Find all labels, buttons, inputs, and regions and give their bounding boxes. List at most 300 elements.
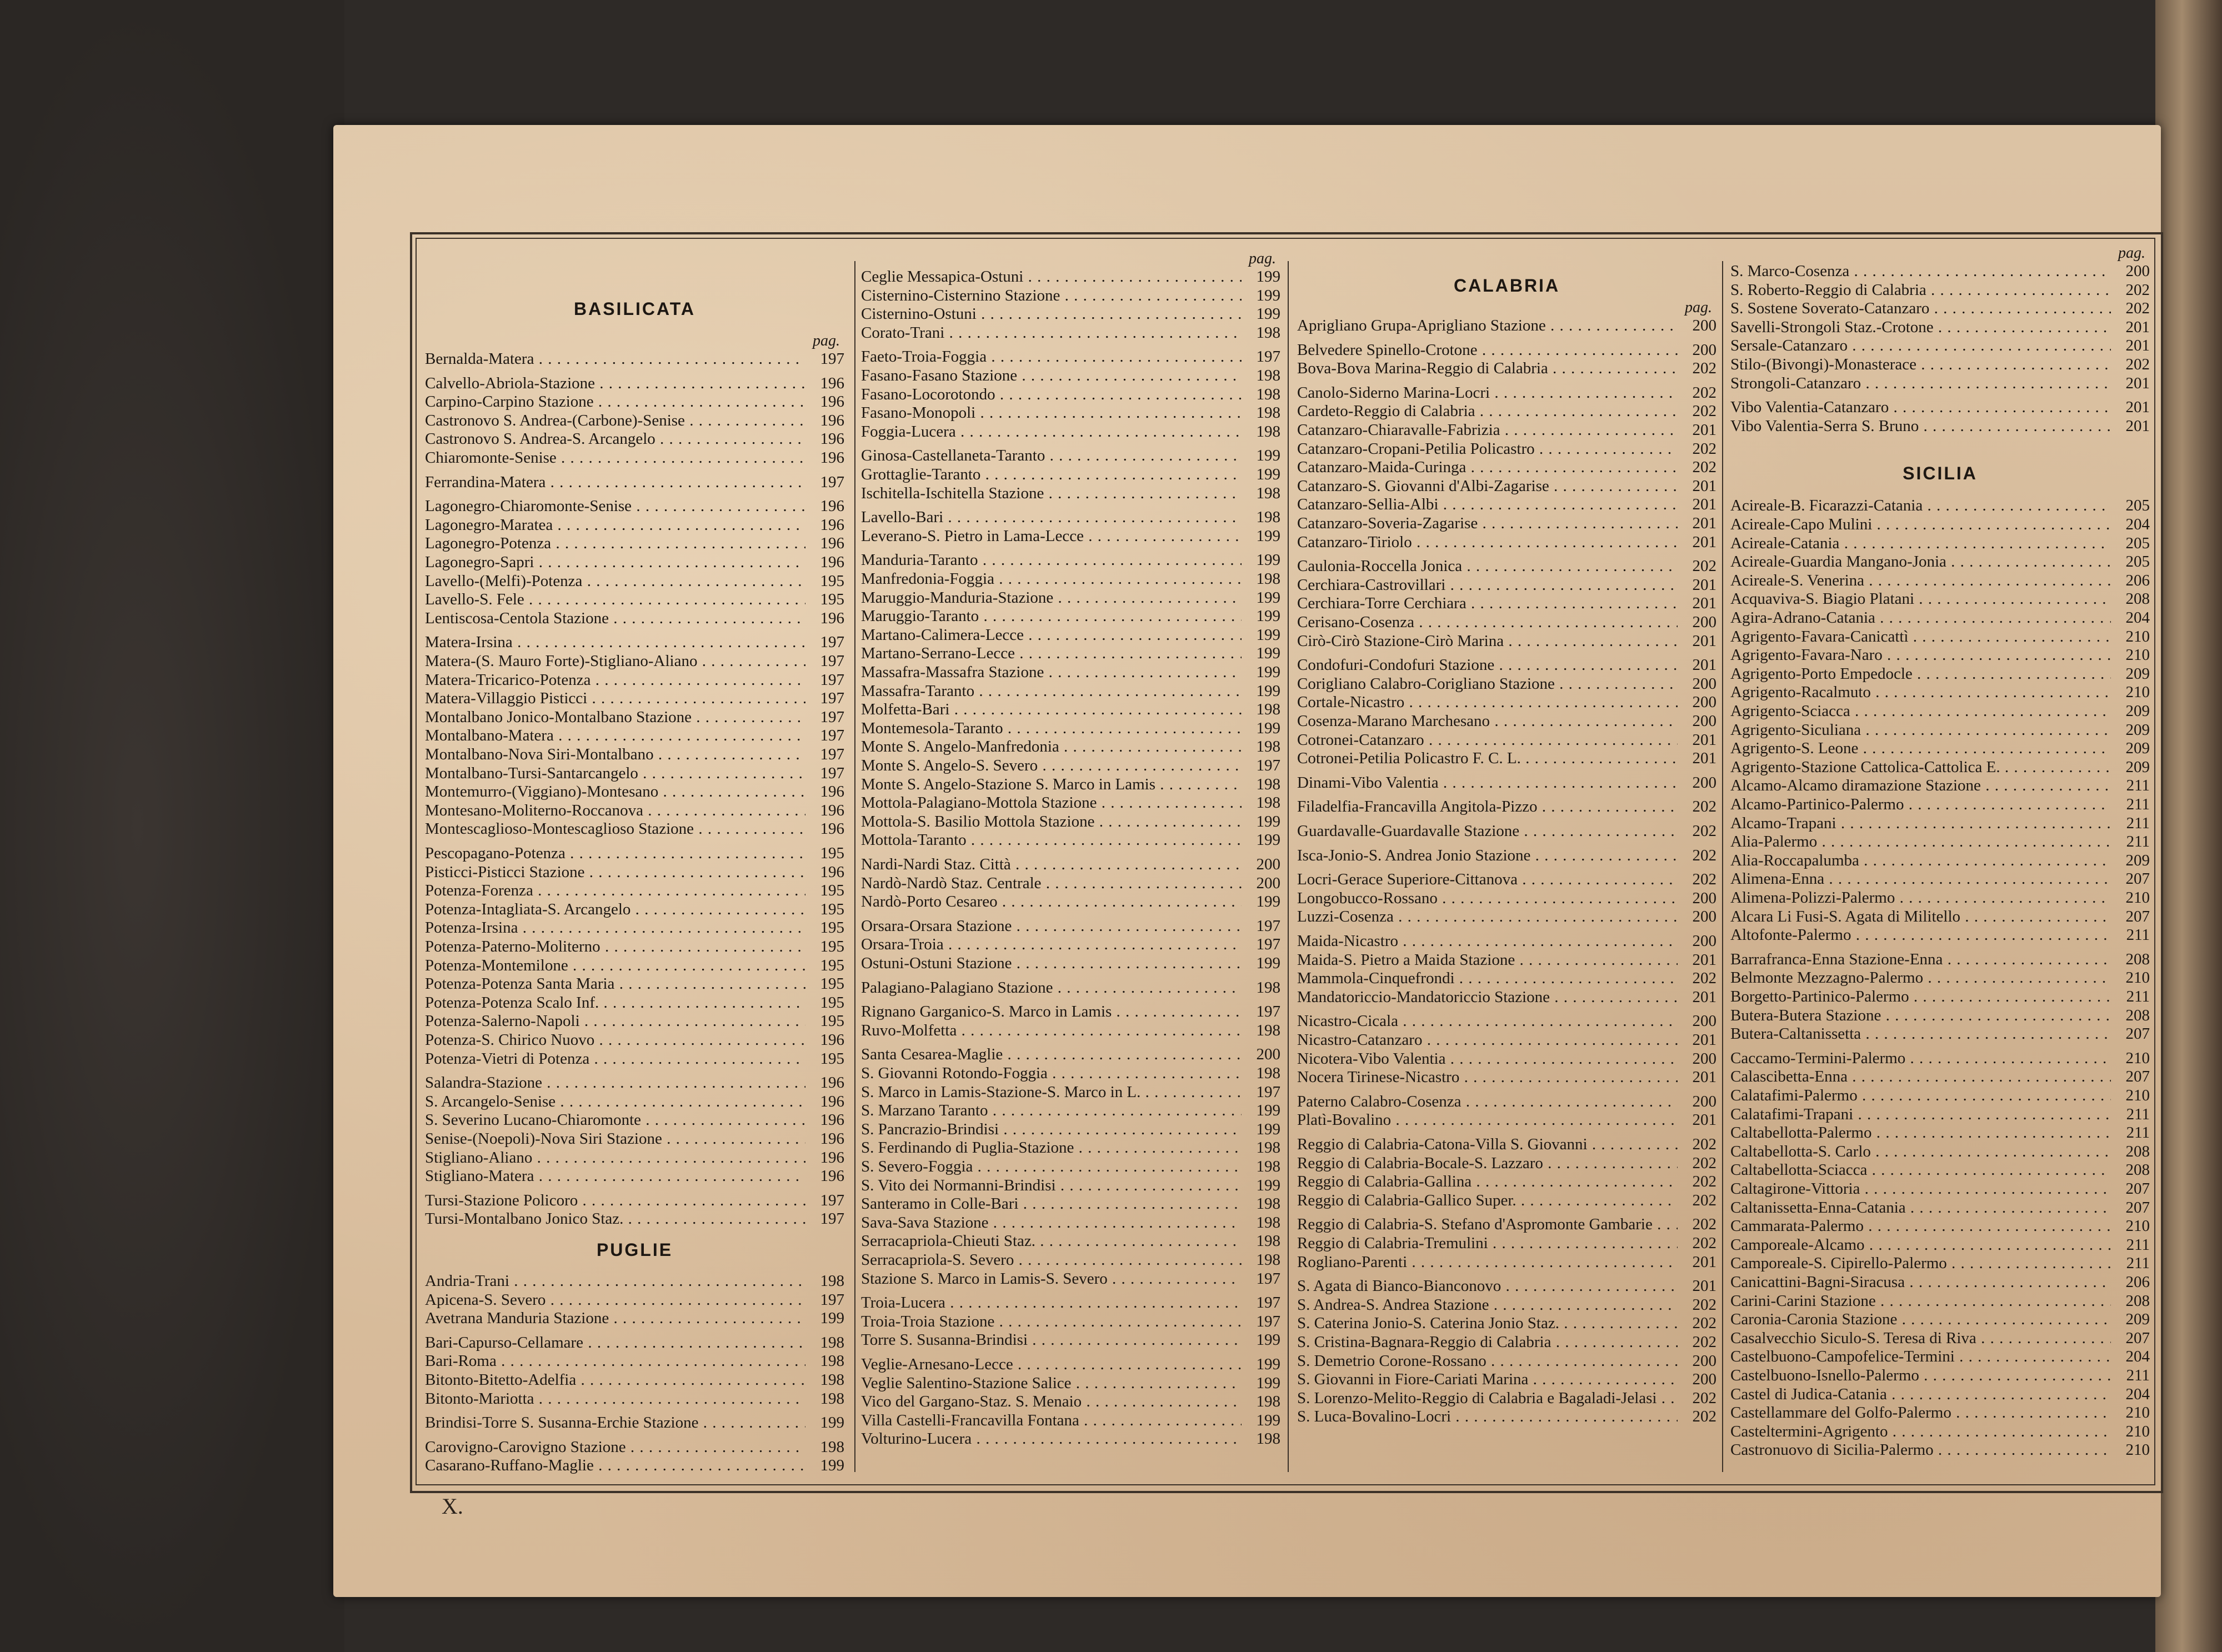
- entry-page: 198: [1256, 1139, 1280, 1157]
- entry-name: Camporeale-Alcamo . . .: [1730, 1236, 2111, 1254]
- entry-name: Grottaglie-Taranto . . .: [861, 465, 1242, 484]
- entry-page: 199: [820, 1414, 844, 1432]
- index-entry: [1730, 833, 2150, 851]
- entry-page: 195: [820, 572, 844, 590]
- index-entry: [1730, 318, 2150, 337]
- entry-page: 198: [820, 1333, 844, 1351]
- entry-page: 204: [2125, 609, 2150, 627]
- entry-name: Potenza-Intagliata-S. Arcangelo . . .: [425, 900, 805, 919]
- entry-page: 200: [2125, 262, 2150, 280]
- entry-name: Casarano-Ruffano-Maglie . . .: [425, 1456, 805, 1475]
- index-entry: [1730, 1087, 2150, 1105]
- index-entry: [1297, 1389, 1716, 1408]
- entry-name: Mammola-Cinquefrondi . . .: [1297, 969, 1678, 988]
- entry-page: 196: [820, 1130, 844, 1148]
- entry-page: 197: [820, 350, 844, 368]
- entry-name: Potenza-S. Chirico Nuovo . . .: [425, 1031, 805, 1049]
- index-entry: [1297, 774, 1716, 792]
- index-entry: [1730, 739, 2150, 758]
- entry-page: 211: [2126, 1105, 2150, 1123]
- entry-page: 199: [1256, 954, 1280, 972]
- entry-page: 201: [1692, 533, 1716, 551]
- entry-name: S. Demetrio Corone-Rossano . . .: [1297, 1352, 1678, 1370]
- entry-name: Bari-Roma . . .: [425, 1352, 805, 1370]
- entry-page: 199: [1256, 286, 1280, 304]
- entry-name: Matera-Villaggio Pisticci . . .: [425, 689, 805, 708]
- entry-page: 202: [1692, 557, 1716, 575]
- index-entry: [861, 570, 1280, 588]
- index-entry: [861, 607, 1280, 625]
- entry-name: Palagiano-Palagiano Stazione . . .: [861, 979, 1242, 997]
- entry-name: Vibo Valentia-Serra S. Bruno . . .: [1730, 417, 2111, 435]
- entry-name: Cardeto-Reggio di Calabria . . .: [1297, 402, 1678, 420]
- index-entry: [861, 1430, 1280, 1448]
- index-entry: [1730, 852, 2150, 870]
- entry-page: 208: [2125, 950, 2150, 968]
- entry-name: Cotronei-Catanzaro . . .: [1297, 731, 1678, 749]
- entry-page: 208: [2125, 1291, 2150, 1310]
- entry-name: Orsara-Orsara Stazione . . .: [861, 917, 1242, 935]
- entry-page: 197: [1256, 757, 1280, 774]
- entry-page: 200: [1692, 1092, 1716, 1110]
- entry-name: Caltagirone-Vittoria . . .: [1730, 1180, 2111, 1198]
- entry-name: Cotronei-Petilia Policastro F. C. L. . . .: [1297, 749, 1678, 768]
- entry-name: Troia-Lucera . . .: [861, 1294, 1242, 1312]
- entry-name: Reggio di Calabria-Bocale-S. Lazzaro . . .: [1297, 1154, 1678, 1173]
- column-puglie-cont: [861, 244, 1280, 1478]
- entry-name: Alcamo-Alcamo diramazione Stazione . . .: [1730, 777, 2111, 795]
- entry-name: S. Marco-Cosenza . . .: [1730, 262, 2111, 281]
- entry-name: Veglie-Arnesano-Lecce . . .: [861, 1355, 1242, 1374]
- index-entry: [425, 1192, 844, 1210]
- entry-name: Volturino-Lucera . . .: [861, 1430, 1242, 1448]
- index-entry: [425, 820, 844, 838]
- entry-name: Catanzaro-Sellia-Albi . . .: [1297, 495, 1678, 514]
- index-entry: [425, 516, 844, 534]
- entry-page: 198: [1256, 1430, 1280, 1448]
- index-entry: [1730, 1068, 2150, 1086]
- index-entry: [1730, 1348, 2150, 1366]
- column-basilicata-puglie: [425, 244, 844, 1478]
- entry-page: 198: [1256, 422, 1280, 440]
- entry-page: 210: [2125, 627, 2150, 645]
- entry-name: Catanzaro-Tiriolo . . .: [1297, 533, 1678, 552]
- index-entry: [1730, 870, 2150, 888]
- index-entry: [861, 1102, 1280, 1120]
- entry-page: 200: [1692, 341, 1716, 359]
- entry-page: 211: [2126, 833, 2150, 851]
- entry-name: Corato-Trani . . .: [861, 324, 1242, 342]
- index-entry: [425, 689, 844, 708]
- entry-name: Savelli-Strongoli Staz.-Crotone . . .: [1730, 318, 2111, 337]
- entry-page: 198: [1256, 484, 1280, 502]
- index-entry: [861, 527, 1280, 545]
- entry-page: 201: [1692, 749, 1716, 768]
- entry-name: Locri-Gerace Superiore-Cittanova . . .: [1297, 870, 1678, 889]
- entry-name: Alcamo-Partinico-Palermo . . .: [1730, 795, 2111, 814]
- entry-page: 198: [1256, 385, 1280, 403]
- entry-name: Potenza-Paterno-Moliterno . . .: [425, 938, 805, 956]
- index-entry: [425, 1031, 844, 1049]
- index-entry: [425, 449, 844, 467]
- index-entry: [1730, 1105, 2150, 1124]
- entry-page: 196: [820, 1167, 844, 1185]
- entry-name: Nicotera-Vibo Valentia . . .: [1297, 1050, 1678, 1068]
- index-entry: [1730, 572, 2150, 590]
- section-heading: CALABRIA: [1453, 276, 1560, 296]
- index-entry: [425, 1074, 844, 1092]
- index-entry: [861, 1232, 1280, 1250]
- entry-page: 200: [1692, 317, 1716, 334]
- entry-name: Bitonto-Bitetto-Adelfia . . .: [425, 1371, 805, 1389]
- index-entry: [1730, 281, 2150, 299]
- entry-name: Bernalda-Matera . . .: [425, 350, 805, 368]
- entry-page: 198: [1256, 570, 1280, 588]
- entry-page: 206: [2125, 1273, 2150, 1291]
- entry-page: 199: [1256, 893, 1280, 911]
- entry-name: Castelbuono-Campofelice-Termini . . .: [1730, 1348, 2111, 1366]
- entry-name: Cerchiara-Castrovillari . . .: [1297, 576, 1678, 594]
- entry-name: Catanzaro-Cropani-Petilia Policastro . . .: [1297, 440, 1678, 458]
- entry-page: 198: [820, 1438, 844, 1456]
- entry-name: Lavello-Bari . . .: [861, 508, 1242, 527]
- index-entry: [861, 305, 1280, 323]
- entry-page: 199: [1256, 1355, 1280, 1373]
- entry-page: 197: [820, 689, 844, 708]
- entry-page: 198: [820, 1371, 844, 1389]
- entry-name: Martano-Serrano-Lecce . . .: [861, 644, 1242, 663]
- entry-page: 195: [820, 1012, 844, 1030]
- entry-page: 201: [1692, 1277, 1716, 1295]
- index-entry: [425, 708, 844, 727]
- entry-page: 198: [1256, 1213, 1280, 1232]
- entry-name: Cammarata-Palermo . . .: [1730, 1217, 2111, 1235]
- entry-page: 198: [1256, 1195, 1280, 1213]
- entry-name: Stigliano-Matera . . .: [425, 1167, 805, 1185]
- entry-name: Nardò-Porto Cesareo . . .: [861, 893, 1242, 911]
- entry-page: 210: [2125, 1087, 2150, 1104]
- entry-name: Potenza-Forenza . . .: [425, 882, 805, 900]
- index-entry: [425, 957, 844, 975]
- index-entry: [1730, 628, 2150, 646]
- entry-name: Monte S. Angelo-S. Severo . . .: [861, 757, 1242, 775]
- entry-page: 196: [820, 801, 844, 819]
- index-entry: [861, 1195, 1280, 1213]
- entry-page: 201: [1692, 1111, 1716, 1129]
- entry-page: 200: [1256, 855, 1280, 873]
- index-entry: [1730, 988, 2150, 1006]
- index-entry: [1730, 337, 2150, 355]
- index-entry: [425, 863, 844, 882]
- entry-name: Catanzaro-Soveria-Zagarise . . .: [1297, 514, 1678, 533]
- entry-name: S. Andrea-S. Andrea Stazione . . .: [1297, 1296, 1678, 1314]
- entry-name: Acireale-Capo Mulini . . .: [1730, 515, 2111, 534]
- entry-name: Castellammare del Golfo-Palermo . . .: [1730, 1404, 2111, 1422]
- entry-page: 198: [820, 1272, 844, 1290]
- entry-page: 202: [1692, 846, 1716, 864]
- entry-name: Alcara Li Fusi-S. Agata di Militello . . .: [1730, 908, 2111, 926]
- index-entry: [861, 423, 1280, 441]
- entry-name: Caccamo-Termini-Palermo . . .: [1730, 1049, 2111, 1068]
- entry-name: Corigliano Calabro-Corigliano Stazione . . .: [1297, 675, 1678, 693]
- entry-name: Calvello-Abriola-Stazione . . .: [425, 374, 805, 393]
- index-entry: [861, 404, 1280, 422]
- entry-page: 198: [1256, 700, 1280, 719]
- index-entry: [1297, 594, 1716, 613]
- index-entry: [861, 682, 1280, 700]
- index-entry: [861, 589, 1280, 607]
- entry-page: 199: [1256, 1411, 1280, 1429]
- entry-name: Lavello-S. Fele . . .: [425, 590, 805, 609]
- entry-name: Borgetto-Partinico-Palermo . . .: [1730, 988, 2111, 1006]
- entry-page: 198: [1256, 738, 1280, 756]
- entry-page: 202: [1692, 1135, 1716, 1153]
- entry-page: 200: [1692, 932, 1716, 950]
- index-entry: [1730, 1161, 2150, 1179]
- index-entry: [1297, 951, 1716, 969]
- entry-page: 211: [2126, 814, 2150, 832]
- entry-page: 199: [820, 1456, 844, 1475]
- entry-page: 195: [820, 919, 844, 937]
- entry-name: Nardi-Nardi Staz. Città . . .: [861, 855, 1242, 874]
- index-entry: [861, 287, 1280, 305]
- entry-page: 211: [2126, 1235, 2150, 1254]
- entry-name: Mottola-Palagiano-Mottola Stazione . . .: [861, 794, 1242, 812]
- index-entry: [425, 1167, 844, 1185]
- entry-name: Foggia-Lucera . . .: [861, 423, 1242, 441]
- entry-name: Canolo-Siderno Marina-Locri . . .: [1297, 384, 1678, 402]
- index-entry: [1730, 665, 2150, 683]
- index-entry: [861, 1214, 1280, 1232]
- entry-name: Pescopagano-Potenza . . .: [425, 844, 805, 863]
- index-entry: [1730, 398, 2150, 417]
- index-entry: [861, 917, 1280, 935]
- entry-page: 199: [1256, 663, 1280, 681]
- entry-name: Alia-Roccapalumba . . .: [1730, 852, 2111, 870]
- entry-name: Veglie Salentino-Stazione Salice . . .: [861, 1374, 1242, 1393]
- entry-name: Ceglie Messapica-Ostuni . . .: [861, 268, 1242, 286]
- entry-name: Castel di Judica-Catania . . .: [1730, 1385, 2111, 1404]
- entry-page: 196: [820, 374, 844, 392]
- index-entry: [1297, 908, 1716, 926]
- entry-name: Sersale-Catanzaro . . .: [1730, 337, 2111, 355]
- index-entry: [425, 534, 844, 553]
- entry-name: Luzzi-Cosenza . . .: [1297, 908, 1678, 926]
- entry-page: 200: [1692, 693, 1716, 712]
- entry-page: 197: [1256, 935, 1280, 954]
- entry-page: 201: [1692, 514, 1716, 532]
- entry-name: S. Marzano Taranto . . .: [861, 1102, 1242, 1120]
- entry-page: 196: [820, 1074, 844, 1092]
- entry-name: S. Lorenzo-Melito-Reggio di Calabria e Bagaladi-Jelasi . . .: [1297, 1389, 1678, 1408]
- index-entry: [425, 882, 844, 900]
- index-entry: [861, 1313, 1280, 1331]
- entry-page: 198: [1256, 1251, 1280, 1269]
- entry-page: 196: [820, 515, 844, 534]
- entry-name: Bitonto-Mariotta . . .: [425, 1390, 805, 1408]
- index-entry: [425, 412, 844, 430]
- entry-name: Chiaromonte-Senise . . .: [425, 449, 805, 467]
- entry-name: Vibo Valentia-Catanzaro . . .: [1730, 398, 2111, 417]
- entry-page: 197: [820, 727, 844, 745]
- entry-page: 207: [2125, 1198, 2150, 1217]
- entry-name: S. Arcangelo-Senise . . .: [425, 1093, 805, 1111]
- entry-name: Mottola-Taranto . . .: [861, 831, 1242, 849]
- index-entry: [425, 1050, 844, 1068]
- index-entry: [1730, 515, 2150, 534]
- entry-page: 207: [2125, 1025, 2150, 1043]
- entry-name: S. Caterina Jonio-S. Caterina Jonio Staz. . . .: [1297, 1314, 1678, 1333]
- index-entry: [861, 1411, 1280, 1430]
- entry-page: 197: [820, 633, 844, 652]
- entry-name: Caltabellotta-S. Carlo . . .: [1730, 1143, 2111, 1161]
- entry-name: Manduria-Taranto . . .: [861, 551, 1242, 569]
- entry-name: Potenza-Irsina . . .: [425, 919, 805, 937]
- entry-page: 196: [820, 1031, 844, 1049]
- entry-page: 196: [820, 553, 844, 571]
- entry-name: Castronuovo di Sicilia-Palermo . . .: [1730, 1441, 2111, 1459]
- column-calabria-sicilia: [1730, 244, 2150, 1478]
- entry-name: Caltanissetta-Enna-Catania . . .: [1730, 1199, 2111, 1217]
- entry-page: 197: [820, 764, 844, 782]
- index-entry: [425, 572, 844, 590]
- index-entry: [425, 473, 844, 492]
- index-entry: [1730, 553, 2150, 571]
- index-entry: [425, 1291, 844, 1309]
- entry-page: 202: [1692, 383, 1716, 402]
- index-entry: [1297, 1296, 1716, 1314]
- index-entry: [861, 719, 1280, 738]
- entry-name: Maruggio-Taranto . . .: [861, 607, 1242, 625]
- index-entry: [1730, 702, 2150, 720]
- index-entry: [861, 700, 1280, 719]
- index-entry: [1297, 847, 1716, 865]
- entry-page: 211: [2126, 777, 2150, 795]
- index-entry: [861, 1120, 1280, 1139]
- index-entry: [425, 1414, 844, 1432]
- entry-name: Casalvecchio Siculo-S. Teresa di Riva . . .: [1730, 1329, 2111, 1348]
- entry-name: Strongoli-Catanzaro . . .: [1730, 374, 2111, 393]
- entry-page: 205: [2125, 553, 2150, 571]
- index-entry: [1297, 514, 1716, 533]
- index-entry: [1730, 758, 2150, 777]
- entry-name: Montesano-Moliterno-Roccanova . . .: [425, 802, 805, 820]
- index-entry: [1297, 675, 1716, 693]
- index-entry: [1730, 1329, 2150, 1348]
- entry-name: Leverano-S. Pietro in Lama-Lecce . . .: [861, 527, 1242, 545]
- entry-page: 211: [2126, 1124, 2150, 1142]
- index-entry: [1297, 1135, 1716, 1154]
- entry-page: 209: [2125, 702, 2150, 720]
- entry-name: Matera-(S. Mauro Forte)-Stigliano-Aliano . . .: [425, 652, 805, 670]
- index-entry: [1297, 1352, 1716, 1370]
- index-entry: [1730, 683, 2150, 702]
- entry-page: 197: [820, 652, 844, 670]
- entry-name: S. Cristina-Bagnara-Reggio di Calabria . . .: [1297, 1333, 1678, 1351]
- index-entry: [861, 1251, 1280, 1269]
- index-entry: [861, 1270, 1280, 1288]
- index-entry: [861, 1139, 1280, 1157]
- index-entry: [425, 745, 844, 764]
- entry-page: 211: [2126, 795, 2150, 813]
- entry-name: Fasano-Monopoli . . .: [861, 404, 1242, 422]
- index-entry: [1297, 712, 1716, 730]
- entry-page: 197: [1256, 348, 1280, 366]
- entry-name: Montalbano Jonico-Montalbano Stazione . . .: [425, 708, 805, 727]
- pag-label: pag.: [813, 332, 840, 349]
- entry-name: Ostuni-Ostuni Stazione . . .: [861, 954, 1242, 973]
- index-entry: [425, 609, 844, 628]
- entry-name: Brindisi-Torre S. Susanna-Erchie Stazione . . .: [425, 1414, 805, 1432]
- index-entry: [1730, 1199, 2150, 1217]
- entry-page: 201: [2125, 318, 2150, 336]
- entry-page: 202: [1692, 1234, 1716, 1252]
- index-entry: [425, 1456, 844, 1475]
- index-entry: [1297, 1253, 1716, 1271]
- entry-name: Potenza-Potenza Scalo Inf. . . .: [425, 994, 805, 1012]
- entry-name: Belmonte Mezzagno-Palermo . . .: [1730, 969, 2111, 987]
- entry-page: 205: [2125, 534, 2150, 552]
- index-entry: [1730, 646, 2150, 664]
- entry-name: Acireale-B. Ficarazzi-Catania . . .: [1730, 497, 2111, 515]
- index-entry: [861, 386, 1280, 404]
- entry-name: Cerchiara-Torre Cerchiara . . .: [1297, 594, 1678, 613]
- entry-name: Cerisano-Cosenza . . .: [1297, 613, 1678, 632]
- index-entry: [1730, 926, 2150, 944]
- entry-name: Senise-(Noepoli)-Nova Siri Stazione . . .: [425, 1130, 805, 1148]
- entry-page: 207: [2125, 1180, 2150, 1198]
- entry-name: Manfredonia-Foggia . . .: [861, 570, 1242, 588]
- index-entry: [1730, 908, 2150, 926]
- entry-name: Sava-Sava Stazione . . .: [861, 1214, 1242, 1232]
- index-entry: [1730, 1124, 2150, 1142]
- entry-page: 202: [1692, 870, 1716, 889]
- entry-page: 211: [2126, 926, 2150, 944]
- index-entry: [425, 1352, 844, 1370]
- entry-name: Castelbuono-Isnello-Palermo . . .: [1730, 1366, 2111, 1385]
- entry-name: Calatafimi-Palermo . . .: [1730, 1087, 2111, 1105]
- entry-page: 199: [1256, 625, 1280, 644]
- index-entry: [425, 900, 844, 919]
- index-entry: [861, 893, 1280, 911]
- entry-page: 204: [2125, 515, 2150, 533]
- entry-page: 201: [1692, 421, 1716, 439]
- entry-page: 198: [1256, 508, 1280, 527]
- entry-page: 197: [820, 1191, 844, 1209]
- index-entry: [425, 374, 844, 393]
- index-entry: [1297, 1408, 1716, 1426]
- entry-name: Ruvo-Molfetta . . .: [861, 1022, 1242, 1040]
- entry-name: Mottola-S. Basilio Mottola Stazione . . .: [861, 813, 1242, 831]
- entry-page: 202: [1692, 1314, 1716, 1333]
- entry-page: 201: [2125, 398, 2150, 417]
- entry-page: 198: [1256, 1021, 1280, 1039]
- entry-page: 199: [1256, 682, 1280, 700]
- entry-name: S. Giovanni in Fiore-Cariati Marina . . .: [1297, 1370, 1678, 1389]
- index-entry: [1297, 1215, 1716, 1234]
- entry-page: 200: [1692, 1370, 1716, 1389]
- entry-page: 209: [2125, 739, 2150, 758]
- entry-name: Guardavalle-Guardavalle Stazione . . .: [1297, 822, 1678, 840]
- index-entry: [1297, 1333, 1716, 1351]
- entry-page: 199: [1256, 588, 1280, 607]
- entry-page: 201: [1692, 477, 1716, 495]
- entry-page: 197: [1256, 1269, 1280, 1288]
- entry-name: Stazione S. Marco in Lamis-S. Severo . . .: [861, 1270, 1242, 1288]
- entry-page: 197: [820, 708, 844, 726]
- entry-page: 196: [820, 1111, 844, 1129]
- entry-page: 196: [820, 393, 844, 411]
